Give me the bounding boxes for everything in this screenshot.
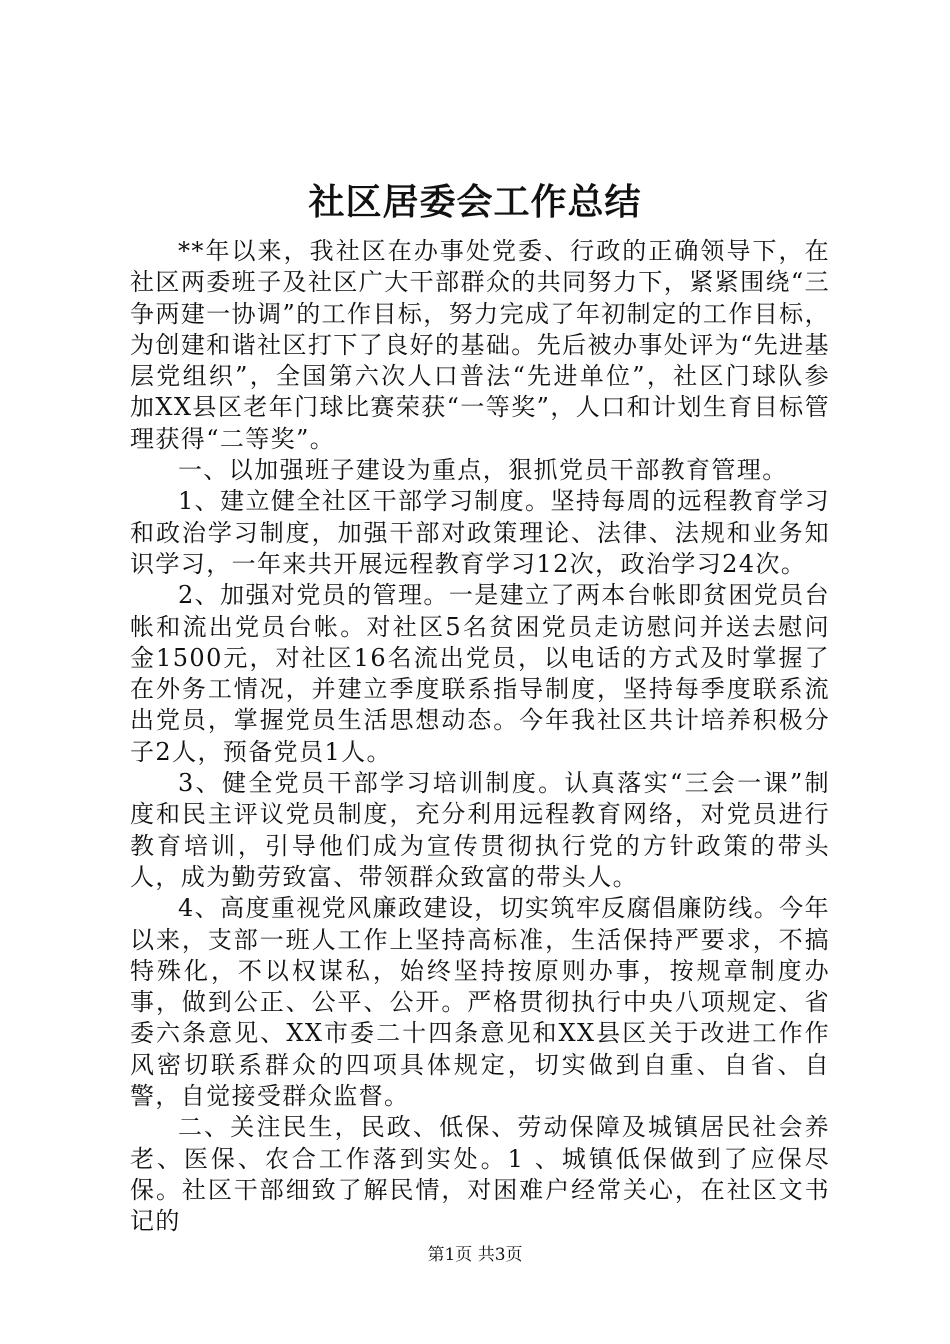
paragraph-item-2: 2、加强对党员的管理。一是建立了两本台帐即贫困党员台帐和流出党员台帐。对社区5名贫困党员走访慰问并送去慰问金1500元，对社区16名流出党员，以电话的方式及时掌握了在外务工情况，并建立季度联系指导制度，坚持每季度联系流出党员，掌握党员生活思想动态。今年我社区共计培养积极分子2人，预备党员1人。 — [130, 581, 830, 766]
document-title: 社区居委会工作总结 — [308, 181, 642, 223]
paragraph-item-3: 3、健全党员干部学习培训制度。认真落实“三会一课”制度和民主评议党员制度，充分利用远程教育网络，对党员进行教育培训，引导他们成为宣传贯彻执行党的方针政策的带头人，成为勤劳致富、带领群众致富的带头人。 — [130, 769, 830, 891]
document-body — [130, 236, 830, 1238]
section-heading-1: 一、以加强班子建设为重点，狠抓党员干部教育管理。 — [178, 456, 788, 485]
page-footer: 第1页 共3页 — [427, 1245, 523, 1265]
paragraph-item-1: 1、建立健全社区干部学习制度。坚持每周的远程教育学习和政治学习制度，加强干部对政策理论、法律、法规和业务知识学习，一年来共开展远程教育学习12次，政治学习24次。 — [130, 487, 830, 578]
paragraph-item-4: 4、高度重视党风廉政建设，切实筑牢反腐倡廉防线。今年以来，支部一班人工作上坚持高标准，生活保持严要求，不搞特殊化，不以权谋私，始终坚持按原则办事，按规章制度办事，做到公正、公平、公开。严格贯彻执行中央八项规定、省委六条意见、XX市委二十四条意见和XX县区关于改进工作作风密切联系群众的四项具体规定，切实做到自重、自省、自警，自觉接受群众监督。 — [130, 894, 830, 1111]
paragraph-intro: **年以来，我社区在办事处党委、行政的正确领导下，在社区两委班子及社区广大干部群众的共同努力下，紧紧围绕“三争两建一协调”的工作目标，努力完成了年初制定的工作目标，为创建和谐社区打下了良好的基础。先后被办事处评为“先进基层党组织”，全国第六次人口普法“先进单位”，社区门球队参加XX县区老年门球比赛荣获“一等奖”，人口和计划生育目标管理获得“二等奖”。 — [130, 237, 830, 453]
section-heading-2: 二、关注民生，民政、低保、劳动保障及城镇居民社会养老、医保、农合工作落到实处。1 、城镇低保做到了应保尽保。社区干部细致了解民情，对困难户经常关心，在社区文书记的 — [130, 1113, 830, 1236]
